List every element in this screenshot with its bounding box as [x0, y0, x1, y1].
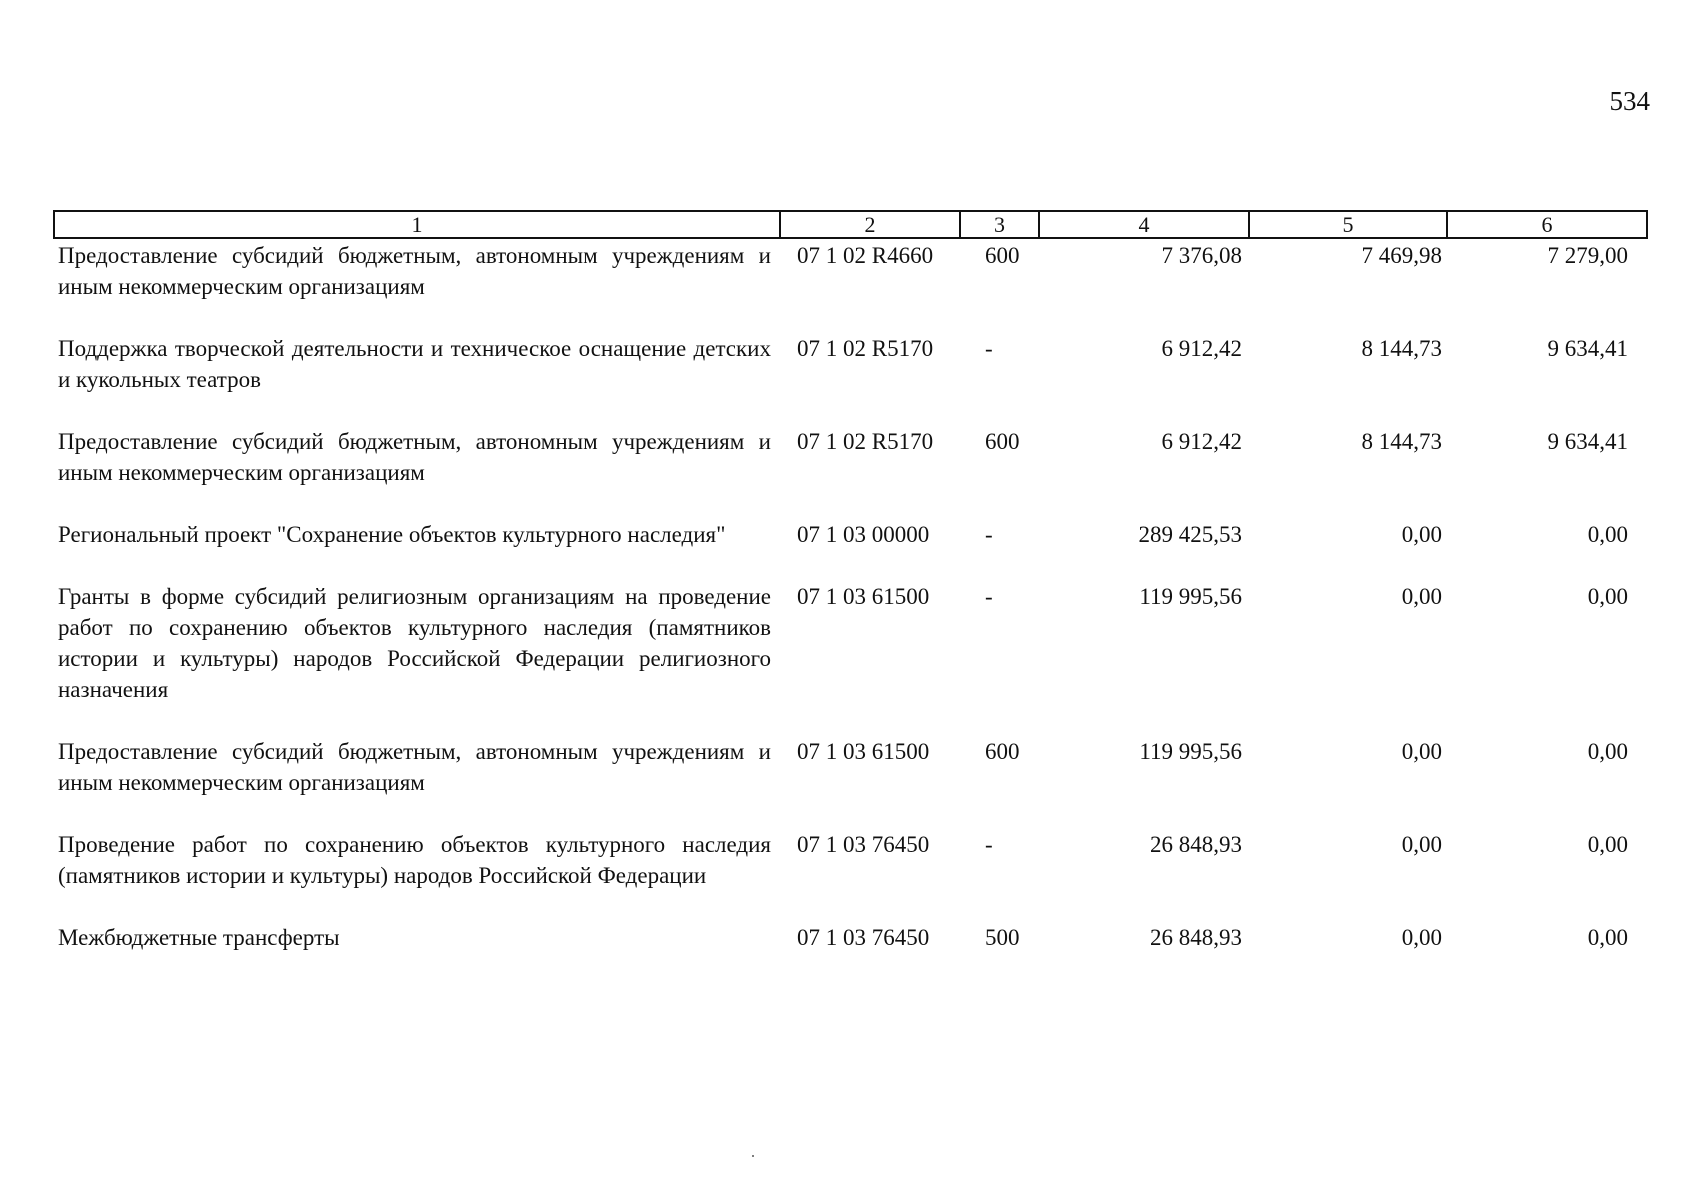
table-row — [53, 333, 1646, 395]
row-value-6: 0,00 — [1587, 522, 1628, 547]
row-name: Поддержка творческой деятельности и техническое оснащение детских и кукольных театров — [58, 336, 771, 392]
row-type: - — [985, 522, 993, 547]
scan-speck — [752, 1155, 754, 1157]
row-value-4: 289 425,53 — [1138, 522, 1242, 547]
row-value-4: 6 912,42 — [1161, 336, 1242, 361]
header-col-6: 6 — [1447, 211, 1647, 238]
row-name: Предоставление субсидий бюджетным, автономным учреждениям и иным некоммерческим организациям — [58, 739, 771, 795]
row-code: 07 1 03 61500 — [797, 584, 930, 609]
row-name: Предоставление субсидий бюджетным, автономным учреждениям и иным некоммерческим организациям — [58, 243, 771, 299]
row-value-6: 7 279,00 — [1547, 243, 1628, 268]
row-name: Гранты в форме субсидий религиозным организациям на проведение работ по сохранению объектов культурного наследия (памятников истории и культуры) народов Российской Федерации религиозного назначения — [58, 584, 771, 702]
row-type: 500 — [985, 925, 1020, 950]
row-name: Региональный проект "Сохранение объектов культурного наследия" — [58, 522, 726, 547]
row-value-5: 0,00 — [1401, 925, 1442, 950]
row-value-4: 26 848,93 — [1150, 925, 1242, 950]
row-value-5: 0,00 — [1401, 522, 1442, 547]
header-col-2: 2 — [780, 211, 960, 238]
row-value-5: 8 144,73 — [1361, 336, 1442, 361]
row-name: Проведение работ по сохранению объектов культурного наследия (памятников истории и культуры) народов Российской Федерации — [58, 832, 771, 888]
row-code: 07 1 02 R5170 — [797, 336, 934, 361]
header-col-4: 4 — [1039, 211, 1249, 238]
row-value-6: 0,00 — [1587, 584, 1628, 609]
header-col-3: 3 — [960, 211, 1039, 238]
row-value-5: 7 469,98 — [1361, 243, 1442, 268]
header-col-1: 1 — [54, 211, 780, 238]
row-value-5: 0,00 — [1401, 584, 1442, 609]
table-row — [53, 829, 1646, 891]
row-code: 07 1 02 R5170 — [797, 429, 934, 454]
row-type: 600 — [985, 739, 1020, 764]
row-value-4: 6 912,42 — [1161, 429, 1242, 454]
row-type: - — [985, 336, 993, 361]
row-type: - — [985, 832, 993, 857]
row-code: 07 1 02 R4660 — [797, 243, 934, 268]
row-type: 600 — [985, 429, 1020, 454]
row-value-5: 0,00 — [1401, 739, 1442, 764]
row-value-6: 9 634,41 — [1547, 429, 1628, 454]
budget-table-body — [53, 240, 1646, 953]
row-code: 07 1 03 61500 — [797, 739, 930, 764]
row-value-6: 0,00 — [1587, 925, 1628, 950]
row-type: - — [985, 584, 993, 609]
table-row — [53, 736, 1646, 798]
row-type: 600 — [985, 243, 1020, 268]
row-value-4: 7 376,08 — [1161, 243, 1242, 268]
table-row — [53, 581, 1646, 705]
row-value-4: 119 995,56 — [1139, 739, 1242, 764]
row-value-5: 8 144,73 — [1361, 429, 1442, 454]
row-code: 07 1 03 76450 — [797, 925, 930, 950]
table-row — [53, 240, 1646, 302]
row-value-5: 0,00 — [1401, 832, 1442, 857]
table-row — [53, 519, 1646, 550]
header-col-5: 5 — [1249, 211, 1447, 238]
row-value-6: 9 634,41 — [1547, 336, 1628, 361]
row-value-6: 0,00 — [1587, 739, 1628, 764]
row-value-4: 119 995,56 — [1139, 584, 1242, 609]
table-row — [53, 922, 1646, 953]
column-number-header — [53, 210, 1648, 239]
page-number: 534 — [1609, 86, 1650, 116]
row-value-4: 26 848,93 — [1150, 832, 1242, 857]
row-value-6: 0,00 — [1587, 832, 1628, 857]
row-name: Межбюджетные трансферты — [58, 925, 340, 950]
row-code: 07 1 03 00000 — [797, 522, 930, 547]
row-code: 07 1 03 76450 — [797, 832, 930, 857]
row-name: Предоставление субсидий бюджетным, автономным учреждениям и иным некоммерческим организациям — [58, 429, 771, 485]
table-row — [53, 426, 1646, 488]
